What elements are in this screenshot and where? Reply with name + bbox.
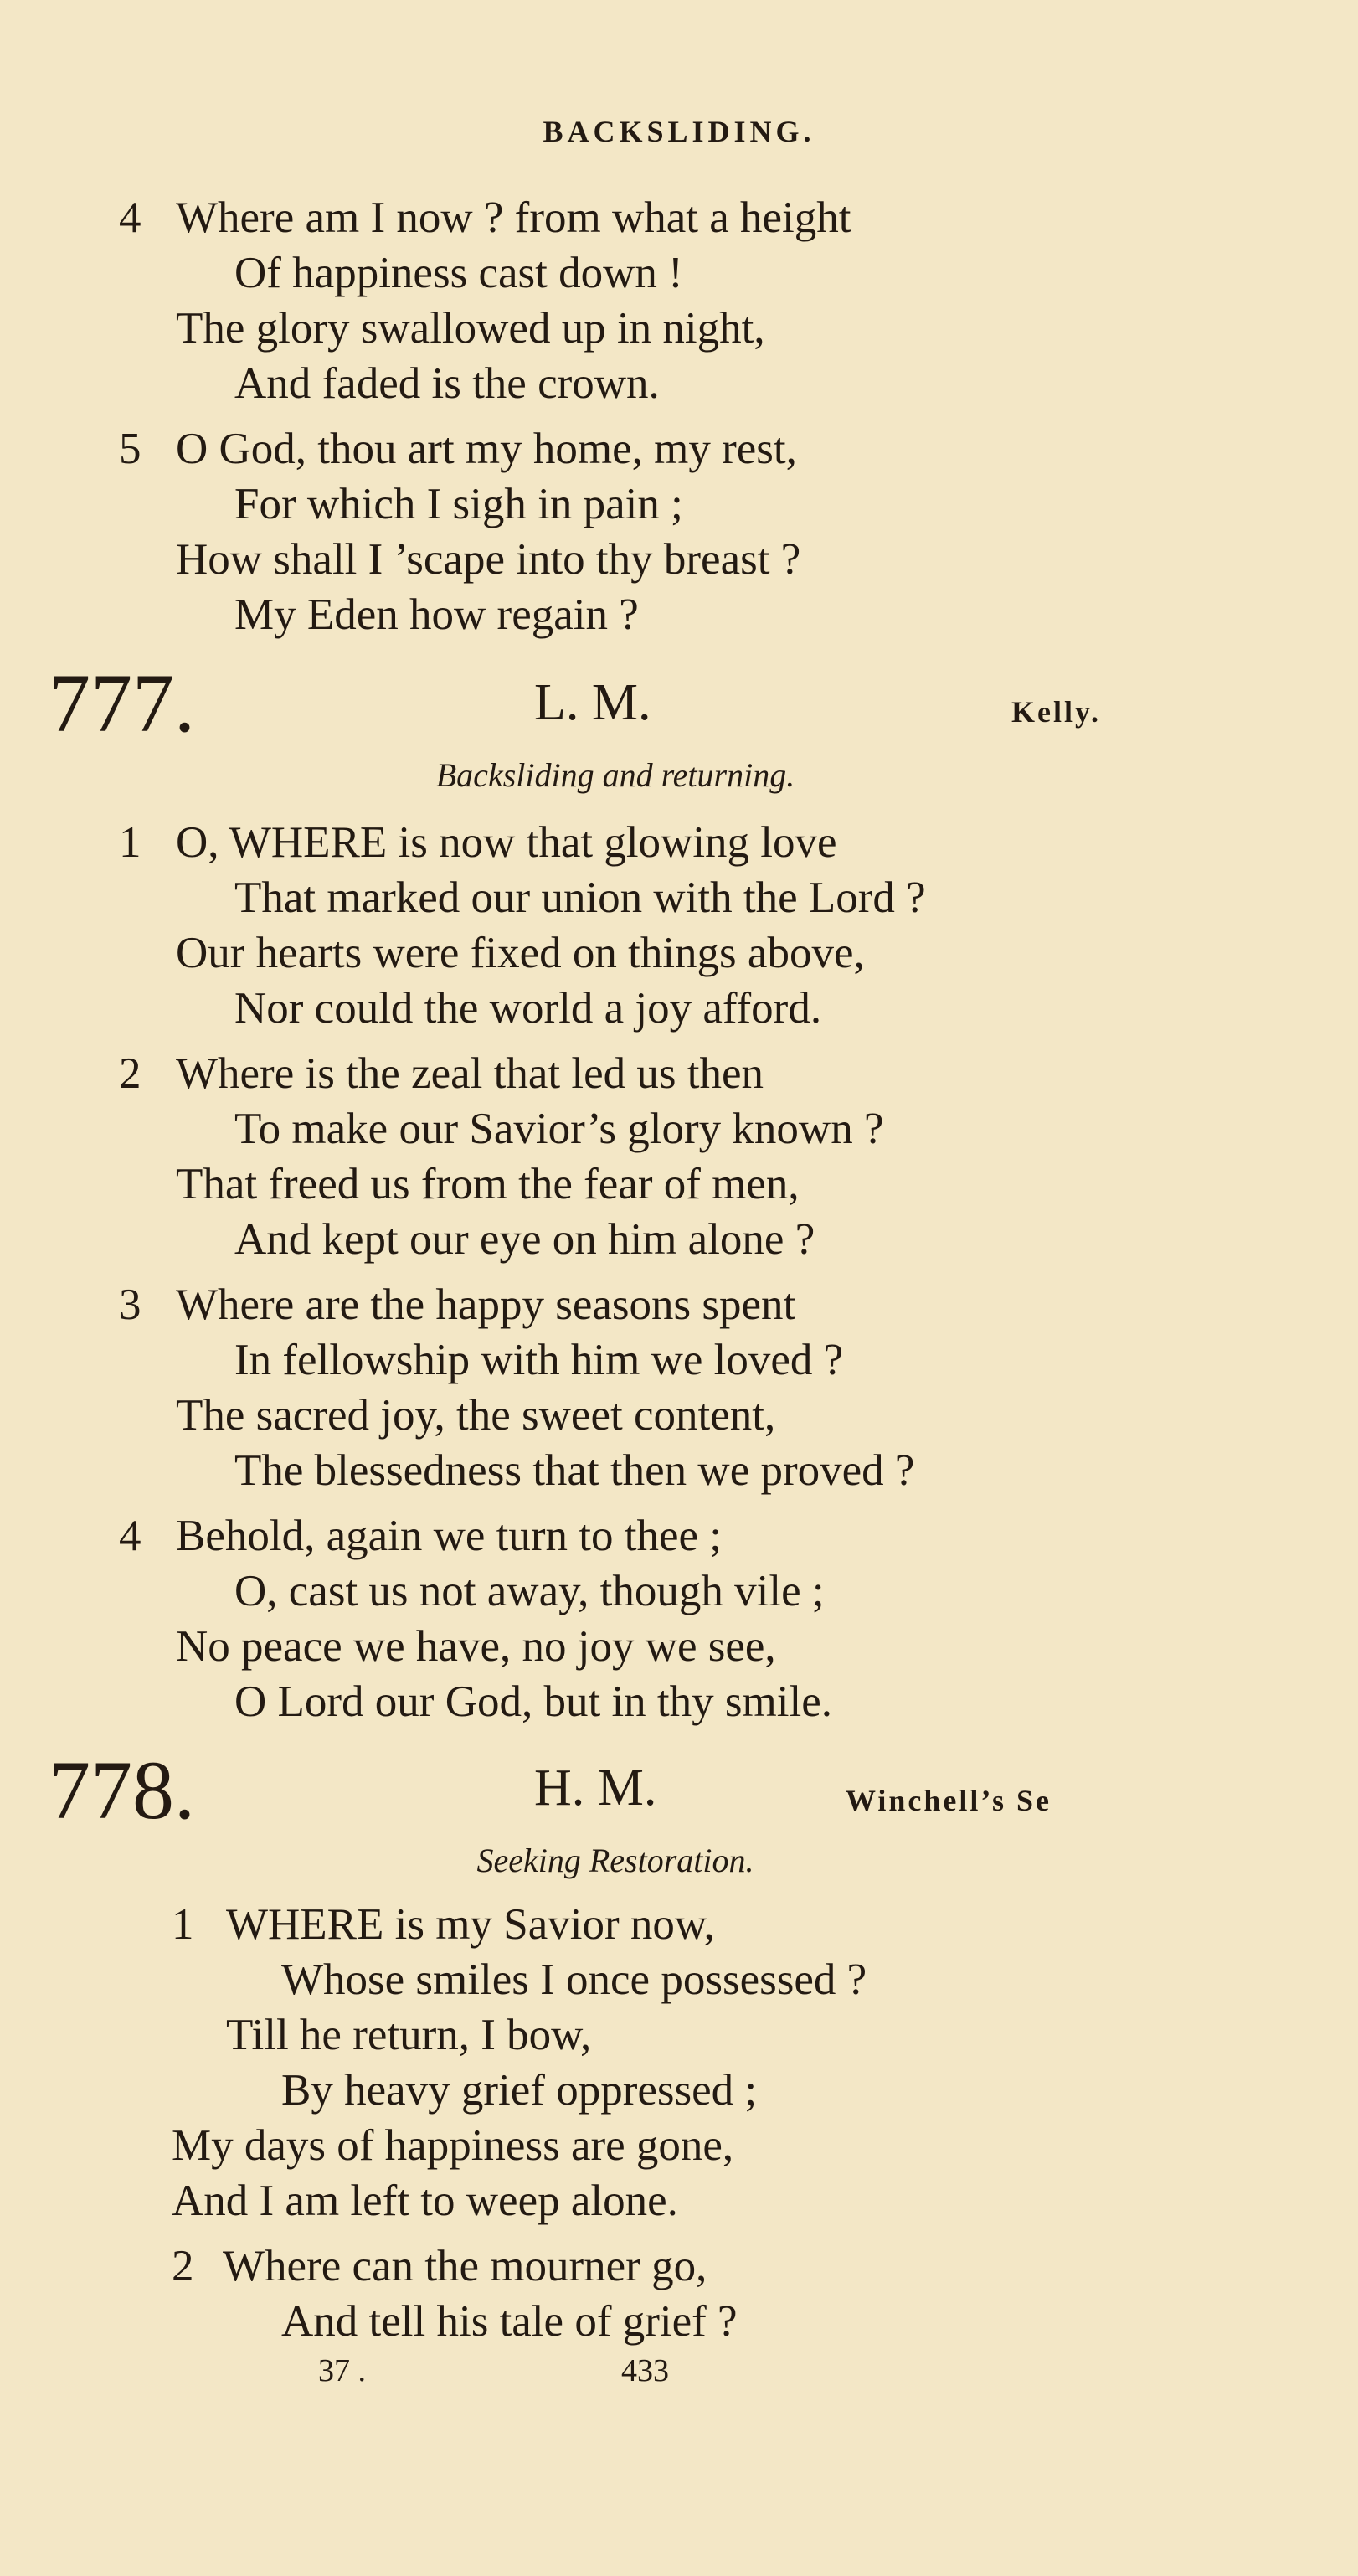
verse-line: No peace we have, no joy we see, (176, 1622, 776, 1671)
hymn-meter: H. M. (534, 1759, 657, 1816)
verse-line: That freed us from the fear of men, (176, 1160, 800, 1208)
verse-line: In fellowship with him we loved ? (234, 1336, 844, 1384)
signature-mark: 37 . (318, 2353, 366, 2388)
tune-name: Winchell’s Se (846, 1784, 1052, 1817)
verse-line: And tell his tale of grief ? (281, 2297, 738, 2346)
verse-line: The glory swallowed up in night, (176, 304, 765, 353)
verse-line: My days of happiness are gone, (172, 2121, 734, 2170)
verse-line: O God, thou art my home, my rest, (176, 425, 797, 473)
verse-line: Till he return, I bow, (226, 2011, 592, 2059)
verse-line: And faded is the crown. (234, 359, 660, 408)
hymn-subtitle: Seeking Restoration. (476, 1842, 754, 1879)
verse-line: Where are the happy seasons spent (176, 1280, 796, 1329)
verse-line: The blessedness that then we proved ? (234, 1446, 915, 1495)
verse-line: Of happiness cast down ! (234, 249, 683, 297)
page-number: 433 (621, 2353, 669, 2388)
verse-line: And I am left to weep alone. (172, 2177, 678, 2225)
verse-line: O Lord our God, but in thy smile. (234, 1677, 832, 1726)
stanza-number: 4 (119, 1512, 141, 1560)
verse-line: O, cast us not away, though vile ; (234, 1567, 825, 1615)
verse-line: To make our Savior’s glory known ? (234, 1105, 884, 1153)
verse-line: My Eden how regain ? (234, 590, 639, 639)
verse-line: How shall I ’scape into thy breast ? (176, 535, 801, 584)
verse-line: Where is the zeal that led us then (176, 1049, 764, 1098)
verse-line: By heavy grief oppressed ; (281, 2066, 758, 2115)
verse-line: WHERE is my Savior now, (226, 1900, 715, 1949)
running-head: BACKSLIDING. (543, 115, 815, 148)
verse-line: That marked our union with the Lord ? (234, 873, 926, 922)
verse-line: Behold, again we turn to thee ; (176, 1512, 723, 1560)
stanza-number: 3 (119, 1280, 141, 1329)
stanza-number: 5 (119, 425, 141, 473)
stanza-number: 2 (119, 1049, 141, 1098)
verse-line: The sacred joy, the sweet content, (176, 1391, 776, 1440)
verse-line: Where can the mourner go, (223, 2242, 707, 2290)
verse-line: Our hearts were fixed on things above, (176, 929, 865, 977)
hymn-number: 777. (49, 657, 195, 750)
stanza-number: 1 (119, 818, 141, 867)
hymn-subtitle: Backsliding and returning. (435, 756, 795, 794)
verse-line: Whose smiles I once possessed ? (281, 1955, 867, 2004)
stanza-number: 2 (172, 2242, 194, 2290)
verse-line: And kept our eye on him alone ? (234, 1215, 815, 1264)
verse-line: O, WHERE is now that glowing love (176, 818, 837, 867)
verse-line: For which I sigh in pain ; (234, 480, 683, 528)
hymn-meter: L. M. (534, 674, 651, 731)
verse-line: Where am I now ? from what a height (176, 193, 851, 242)
stanza-number: 4 (119, 193, 141, 242)
stanza-number: 1 (172, 1900, 194, 1949)
tune-name: Kelly. (1011, 695, 1101, 729)
verse-line: Nor could the world a joy afford. (234, 984, 822, 1033)
hymn-number: 778. (49, 1744, 195, 1837)
